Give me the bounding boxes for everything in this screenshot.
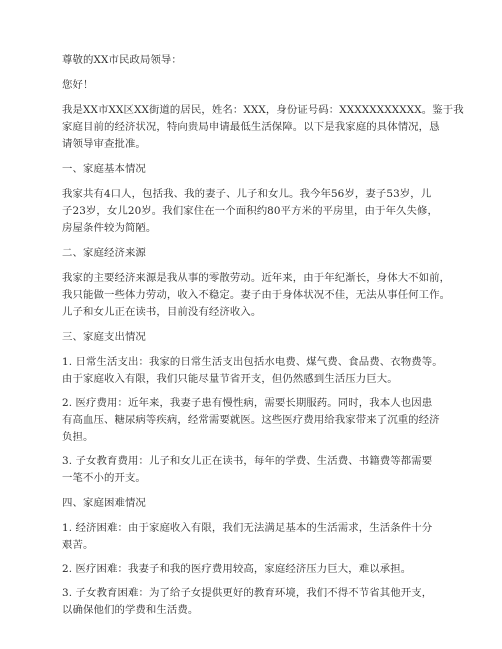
body-line: 子23岁，女儿20岁。我们家住在一个面积约80平方米的平房里，由于年久失修， <box>62 205 438 217</box>
letter-document <box>62 52 464 619</box>
salutation: 尊敬的XX市民政局领导： <box>62 54 182 66</box>
intro-line: 家庭目前的经济状况，特向贵局申请最低生活保障。以下是我家庭的具体情况，恳 <box>62 121 440 133</box>
expense-item-education <box>62 453 442 487</box>
section-heading-expenses: 三、家庭支出情况 <box>62 331 146 343</box>
difficulty-item-economic <box>62 520 442 554</box>
section-heading-basic-info: 一、家庭基本情况 <box>62 163 146 175</box>
income-paragraph <box>62 270 451 321</box>
difficulty-item-medical <box>62 561 442 578</box>
body-line: 1. 日常生活支出：我家的日常生活支出包括水电费、煤气费、食品费、衣物费等。 <box>62 356 443 368</box>
intro-line: 我是XX市XX区XX街道的居民，姓名：XXX，身份证号码：XXXXXXXXXXX。鉴于我 <box>62 104 464 116</box>
greeting: 您好！ <box>62 79 94 91</box>
section-heading-income: 二、家庭经济来源 <box>62 247 146 259</box>
body-line: 3. 子女教育费用：儿子和女儿正在读书，每年的学费、生活费、书籍费等都需要 <box>62 455 433 467</box>
body-line: 房屋条件较为简陋。 <box>62 222 157 234</box>
body-line: 一笔不小的开支。 <box>62 472 146 484</box>
basic-info-paragraph <box>62 186 442 237</box>
expense-item-medical <box>62 395 442 446</box>
body-line: 由于家庭收入有限，我们只能尽量节省开支，但仍然感到生活压力巨大。 <box>62 373 398 385</box>
expense-item-daily <box>62 354 442 388</box>
intro-line: 请领导审查批准。 <box>62 138 146 150</box>
body-line: 有高血压、糖尿病等疾病，经常需要就医。这些医疗费用给我家带来了沉重的经济 <box>62 414 440 426</box>
body-line: 1. 经济困难：由于家庭收入有限，我们无法满足基本的生活需求，生活条件十分 <box>62 522 433 534</box>
body-line: 2. 医疗费用：近年来，我妻子患有慢性病，需要长期服药。同时，我本人也因患 <box>62 397 433 409</box>
difficulty-item-education <box>62 585 442 619</box>
body-line: 我家的主要经济来源是我从事的零散劳动。近年来，由于年纪渐长，身体大不如前， <box>62 272 451 284</box>
body-line: 2. 医疗困难：我妻子和我的医疗费用较高，家庭经济压力巨大，难以承担。 <box>62 563 412 575</box>
body-line: 我只能做一些体力劳动，收入不稳定。妻子由于身体状况不佳，无法从事任何工作。 <box>62 289 451 301</box>
body-line: 我家共有4口人，包括我、我的妻子、儿子和女儿。我今年56岁，妻子53岁，儿 <box>62 188 432 200</box>
section-heading-difficulties: 四、家庭困难情况 <box>62 497 146 509</box>
body-line: 艰苦。 <box>62 539 94 551</box>
body-line: 儿子和女儿正在读书，目前没有经济收入。 <box>62 306 262 318</box>
intro-paragraph <box>62 102 464 153</box>
body-line: 负担。 <box>62 431 94 443</box>
body-line: 以确保他们的学费和生活费。 <box>62 604 199 616</box>
body-line: 3. 子女教育困难：为了给子女提供更好的教育环境，我们不得不节省其他开支， <box>62 587 433 599</box>
